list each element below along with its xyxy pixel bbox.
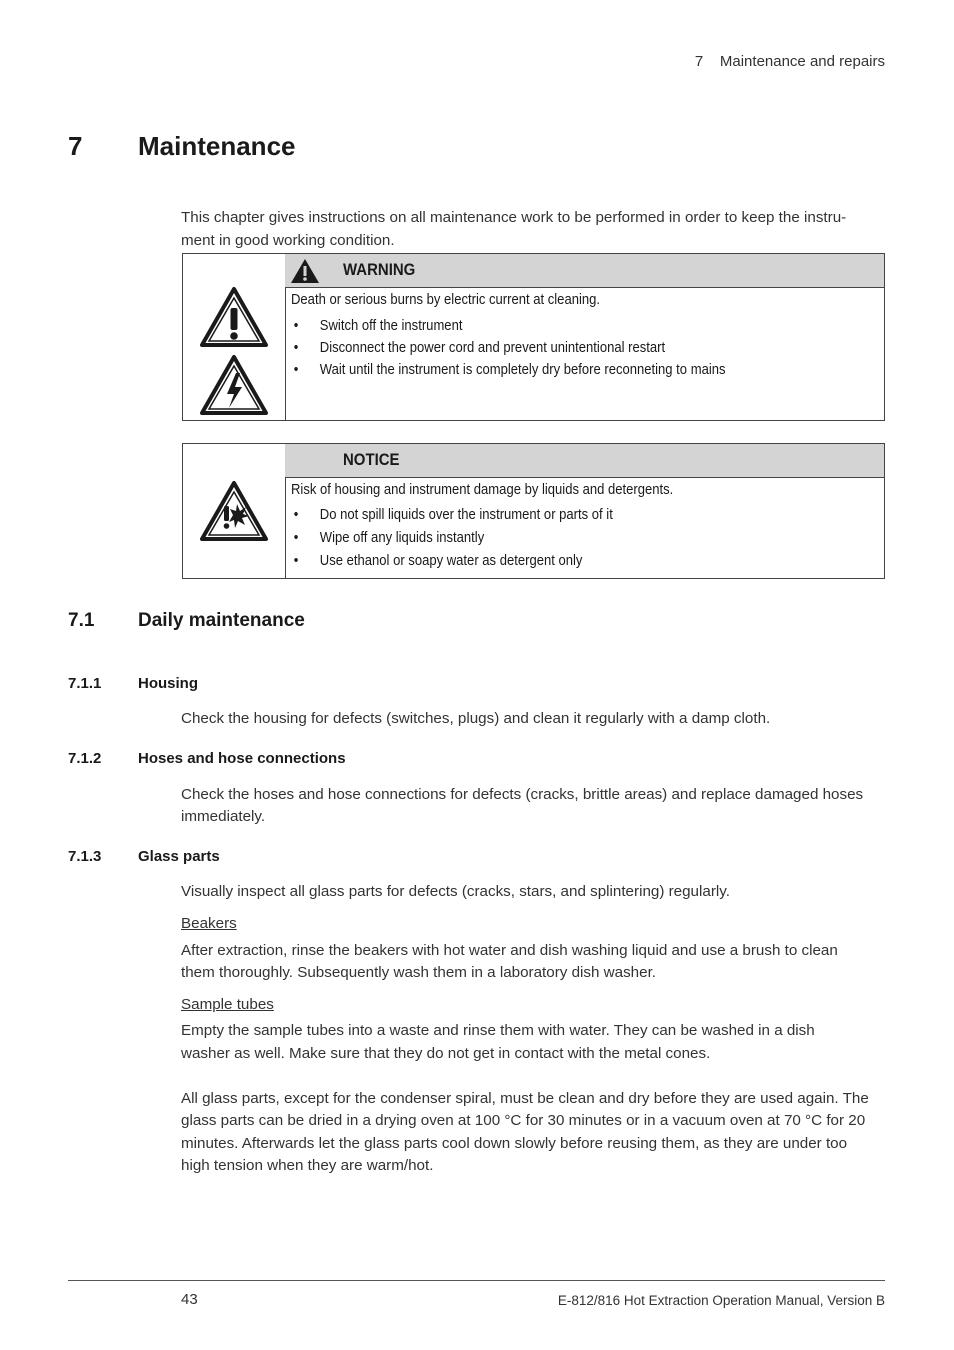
intro-text: This chapter gives instructions on all maintenance work to be performed in order to keep the instru-ment in good working condition. [181,209,847,249]
warning-list-item [291,339,867,361]
bullet: • [293,553,299,569]
tubes-line: washer as well. Make sure that they do not get in contact with the metal cones. [181,1045,711,1062]
section-number: 7.1 [68,610,95,631]
general-warning-icon [199,286,269,348]
notice-item-text: Use ethanol or soapy water as detergent only [319,553,583,569]
bullet: • [293,340,299,356]
subsection-title: Housing [138,675,198,692]
subsection-number: 7.1.2 [68,750,102,767]
subsection-title: Hoses and hose connections [138,750,346,767]
warning-list-item [291,361,867,383]
beakers-line: them thoroughly. Subsequently wash them in a laboratory dish washer. [181,964,657,981]
warning-lead: Death or serious burns by electric current at cleaning. [291,292,601,308]
bullet: • [293,318,299,334]
glass-final-line: minutes. Afterwards let the glass parts cool down slowly before reusing them, as they are under too [181,1135,848,1152]
notice-icon-column [183,444,286,578]
warning-list-item [291,317,867,339]
notice-header [285,444,884,478]
running-header: 7 Maintenance and repairs [694,53,885,70]
notice-item-text: Do not spill liquids over the instrument or parts of it [319,507,613,523]
beakers-line: After extraction, rinse the beakers with hot water and dish washing liquid and use a brush to clean [181,942,838,959]
warning-icon-column [183,254,286,420]
glass-final-line: high tension when they are warm/hot. [181,1157,434,1174]
housing-paragraph: Check the housing for defects (switches, plugs) and clean it regularly with a damp cloth. [181,710,771,727]
glass-intro: Visually inspect all glass parts for defects (cracks, stars, and splintering) regularly. [181,883,730,900]
notice-content [291,481,867,574]
warning-item-text: Disconnect the power cord and prevent unintentional restart [319,340,666,356]
subsection-number: 7.1.3 [68,848,102,865]
warning-label: WARNING [343,260,416,279]
glass-final-line: All glass parts, except for the condenser spiral, must be clean and dry before they are used again. The [181,1090,869,1107]
intro-paragraph [181,207,871,252]
chapter-number: 7 [68,131,83,161]
warning-header [285,254,884,288]
tubes-line: Empty the sample tubes into a waste and rinse them with water. They can be washed in a dish [181,1022,815,1039]
warning-item-text: Switch off the instrument [319,318,463,334]
notice-item-text: Wipe off any liquids instantly [319,530,485,546]
warning-content [291,291,867,383]
page-number: 43 [181,1291,198,1308]
bullet: • [293,530,299,546]
notice-lead: Risk of housing and instrument damage by liquids and detergents. [291,482,674,498]
footer-divider [68,1280,885,1281]
material-damage-icon [199,480,269,542]
notice-list-item [291,529,867,552]
glass-final-line: glass parts can be dried in a drying oven at 100 °C for 30 minutes or in a vacuum oven at 70 °C for 20 [181,1112,866,1129]
bullet: • [293,362,299,378]
subsection-number: 7.1.1 [68,675,102,692]
sample-tubes-heading: Sample tubes [181,996,274,1013]
beakers-heading: Beakers [181,915,237,932]
chapter-title: Maintenance [138,131,296,161]
subsection-title: Glass parts [138,848,220,865]
notice-label: NOTICE [343,450,400,469]
document-title: E-812/816 Hot Extraction Operation Manual, Version B [557,1293,885,1308]
hoses-paragraph-line: immediately. [181,808,266,825]
section-title: Daily maintenance [138,610,305,631]
warning-triangle-icon [290,258,320,284]
hoses-paragraph-line: Check the hoses and hose connections for defects (cracks, brittle areas) and replace damaged hoses [181,786,864,803]
notice-list-item [291,552,867,574]
warning-item-text: Wait until the instrument is completely dry before reconneting to mains [319,362,726,378]
notice-box [182,443,885,579]
bullet: • [293,507,299,523]
notice-list-item [291,506,867,529]
electric-hazard-icon [199,354,269,416]
warning-box [182,253,885,421]
